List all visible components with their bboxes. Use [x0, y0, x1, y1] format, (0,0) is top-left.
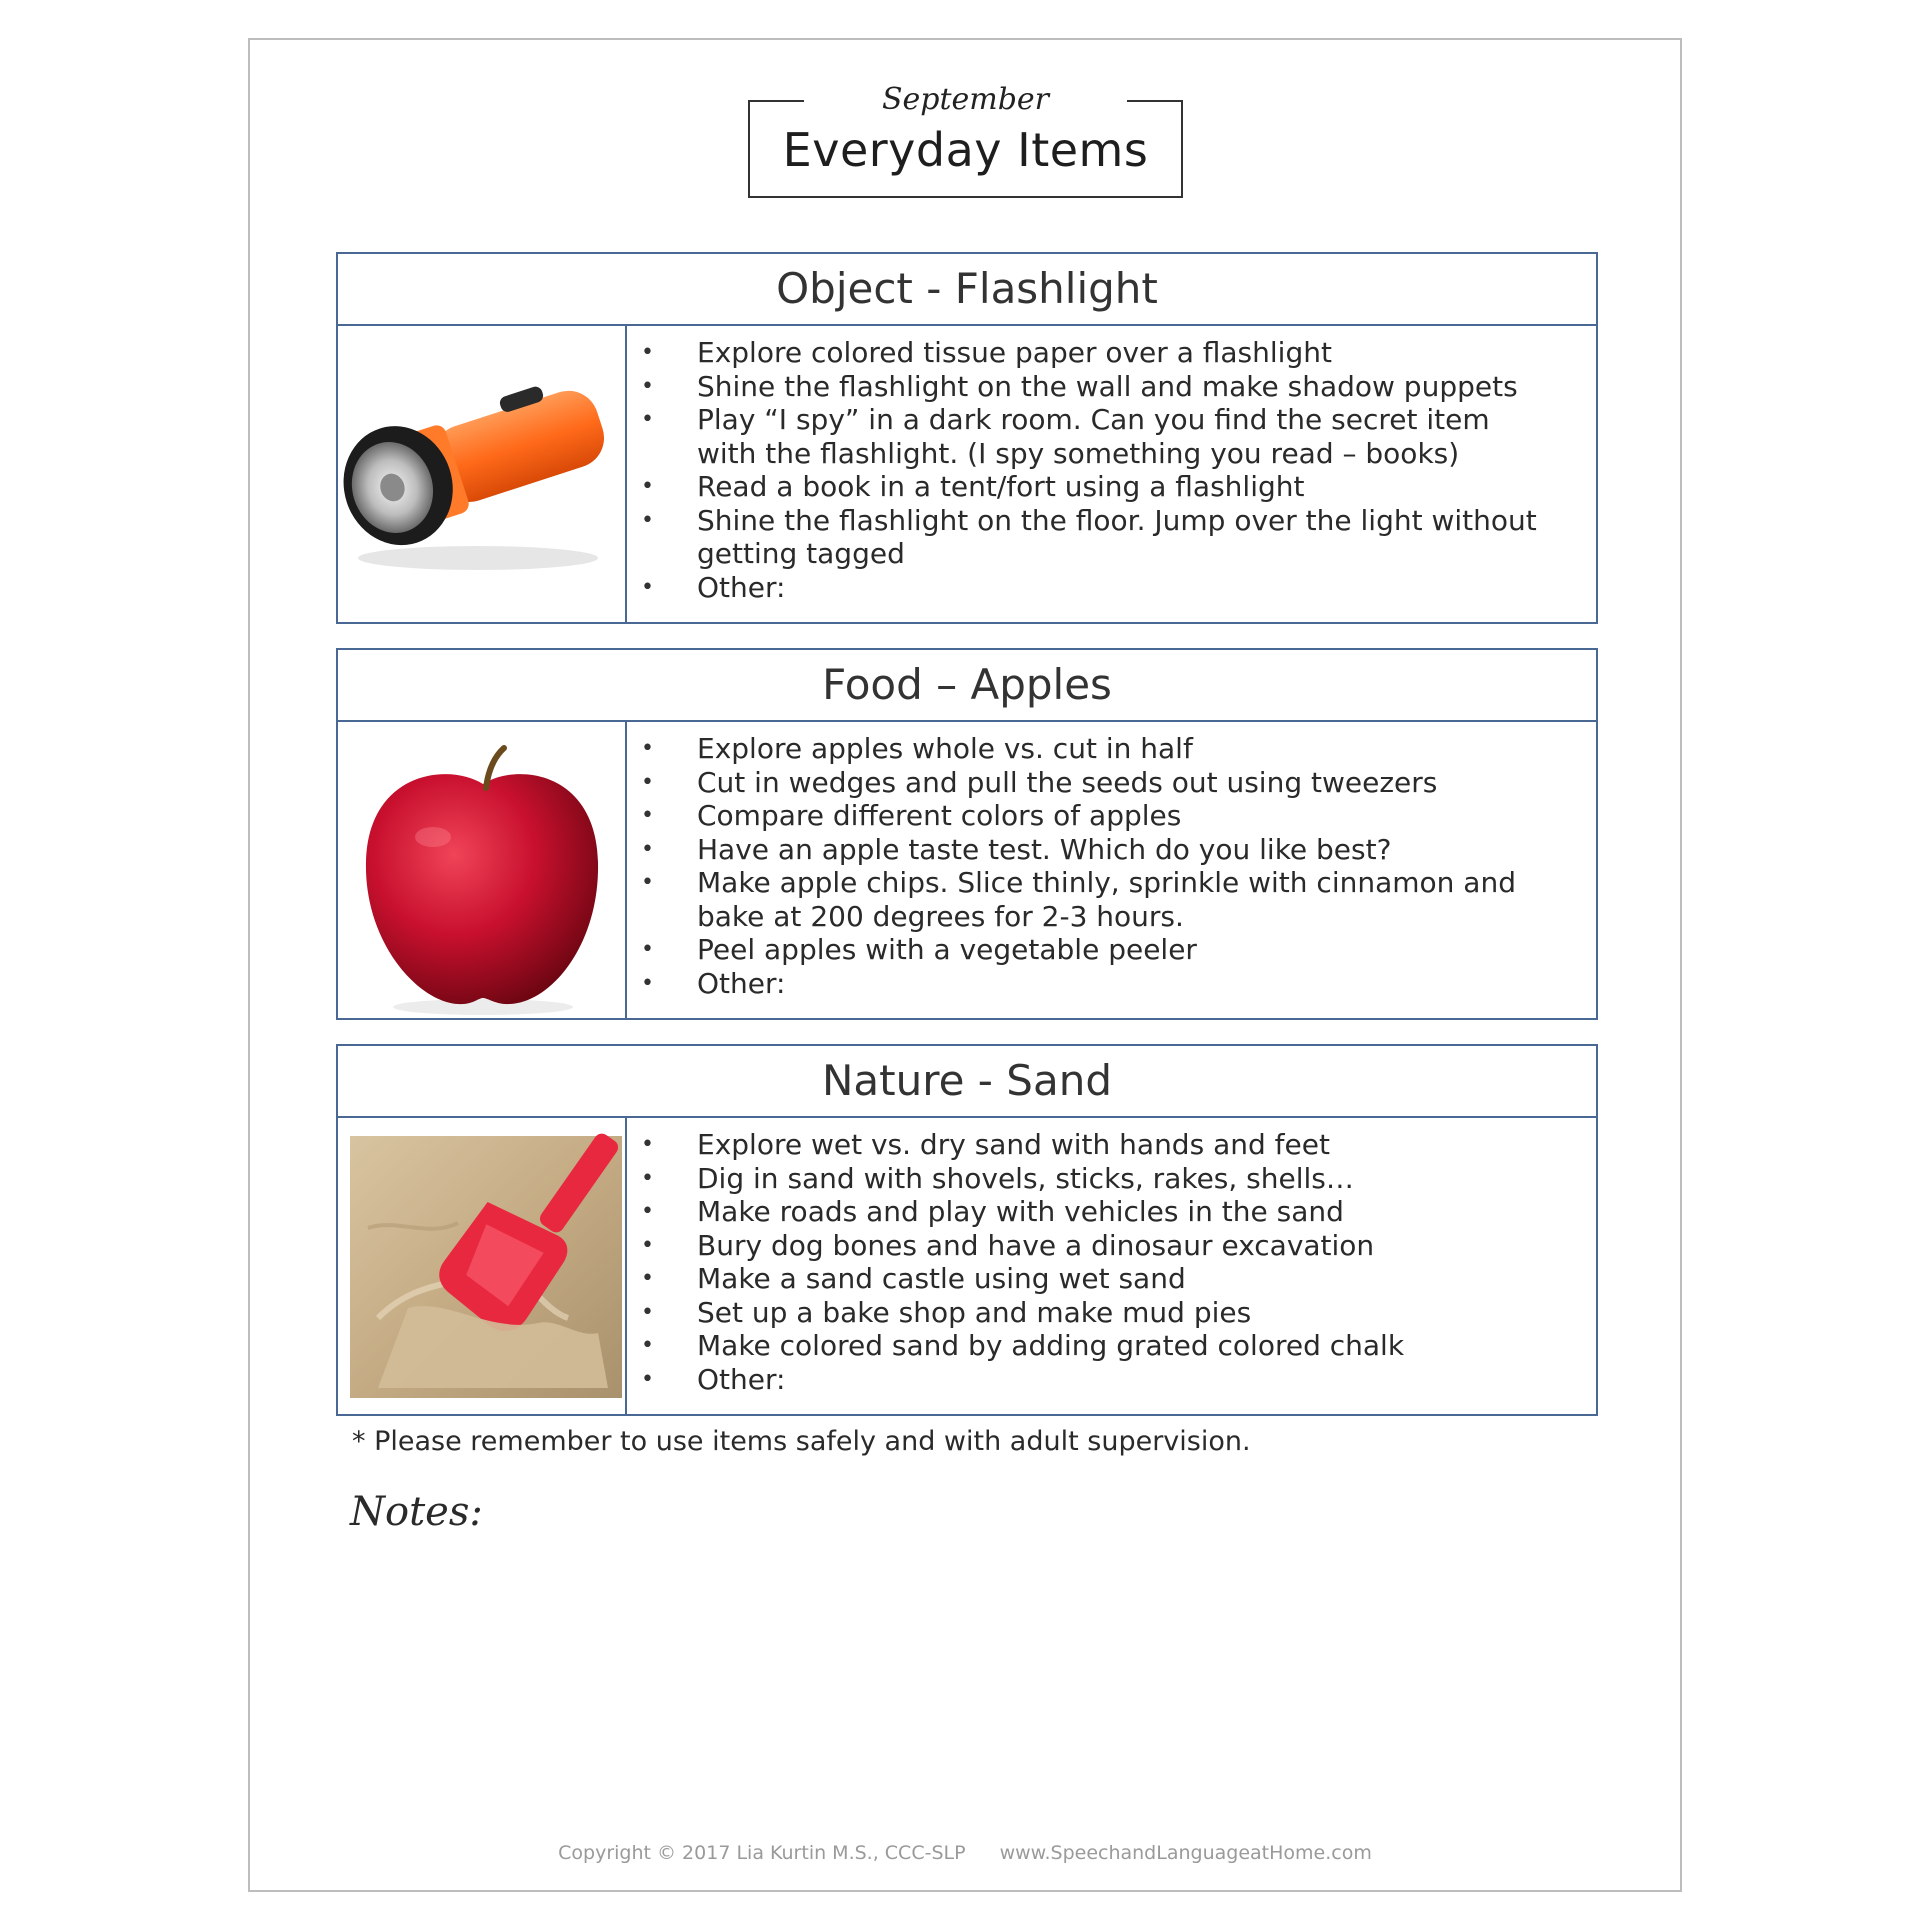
section-image-cell	[338, 1118, 627, 1414]
section-title: Object - Flashlight	[338, 254, 1596, 326]
list-item: • Other:	[641, 571, 1556, 605]
copyright-text: Copyright © 2017 Lia Kurtin M.S., CCC-SLP	[558, 1842, 966, 1864]
section-flashlight	[336, 252, 1598, 624]
section-image-cell	[338, 722, 627, 1018]
activity-list-cell	[627, 1118, 1596, 1414]
activity-list-cell	[627, 326, 1596, 622]
website-text: www.SpeechandLanguageatHome.com	[999, 1842, 1372, 1864]
list-item: • Explore wet vs. dry sand with hands and feet	[641, 1128, 1556, 1162]
list-item: • Make colored sand by adding grated colored chalk	[641, 1329, 1556, 1363]
list-item: • Make apple chips. Slice thinly, sprinkle with cinnamon and bake at 200 degrees for 2-3 hours.	[641, 866, 1556, 933]
activity-list	[641, 1128, 1556, 1396]
list-item: • Make roads and play with vehicles in the sand	[641, 1195, 1556, 1229]
list-item: • Have an apple taste test. Which do you like best?	[641, 833, 1556, 867]
footer	[248, 1840, 1682, 1866]
list-item: • Shine the flashlight on the wall and make shadow puppets	[641, 370, 1556, 404]
list-item: • Dig in sand with shovels, sticks, rakes, shells…	[641, 1162, 1556, 1196]
list-item: • Cut in wedges and pull the seeds out using tweezers	[641, 766, 1556, 800]
list-item: • Explore apples whole vs. cut in half	[641, 732, 1556, 766]
list-item: • Other:	[641, 967, 1556, 1001]
list-item: • Compare different colors of apples	[641, 799, 1556, 833]
activity-list	[641, 732, 1556, 1000]
section-sand	[336, 1044, 1598, 1416]
page-title: Everyday Items	[782, 123, 1149, 177]
list-item: • Other:	[641, 1363, 1556, 1397]
activity-list	[641, 336, 1556, 604]
apple-image	[338, 722, 625, 1020]
section-image-cell	[338, 326, 627, 622]
page-subtitle: September	[881, 82, 1050, 117]
flashlight-image	[338, 326, 625, 624]
list-item: • Read a book in a tent/fort using a flashlight	[641, 470, 1556, 504]
notes-label: Notes:	[350, 1489, 483, 1535]
sand-shovel-image	[338, 1118, 625, 1416]
list-item: • Make a sand castle using wet sand	[641, 1262, 1556, 1296]
safety-note: * Please remember to use items safely and with adult supervision.	[352, 1426, 1251, 1457]
list-item: • Peel apples with a vegetable peeler	[641, 933, 1556, 967]
section-title: Food – Apples	[338, 650, 1596, 722]
list-item: • Shine the flashlight on the floor. Jump over the light without getting tagged	[641, 504, 1556, 571]
section-title: Nature - Sand	[338, 1046, 1596, 1118]
list-item: • Play “I spy” in a dark room. Can you find the secret item with the flashlight. (I spy something you read – books)	[641, 403, 1556, 470]
activity-list-cell	[627, 722, 1596, 1018]
list-item: • Explore colored tissue paper over a flashlight	[641, 336, 1556, 370]
list-item: • Set up a bake shop and make mud pies	[641, 1296, 1556, 1330]
section-apples	[336, 648, 1598, 1020]
list-item: • Bury dog bones and have a dinosaur excavation	[641, 1229, 1556, 1263]
